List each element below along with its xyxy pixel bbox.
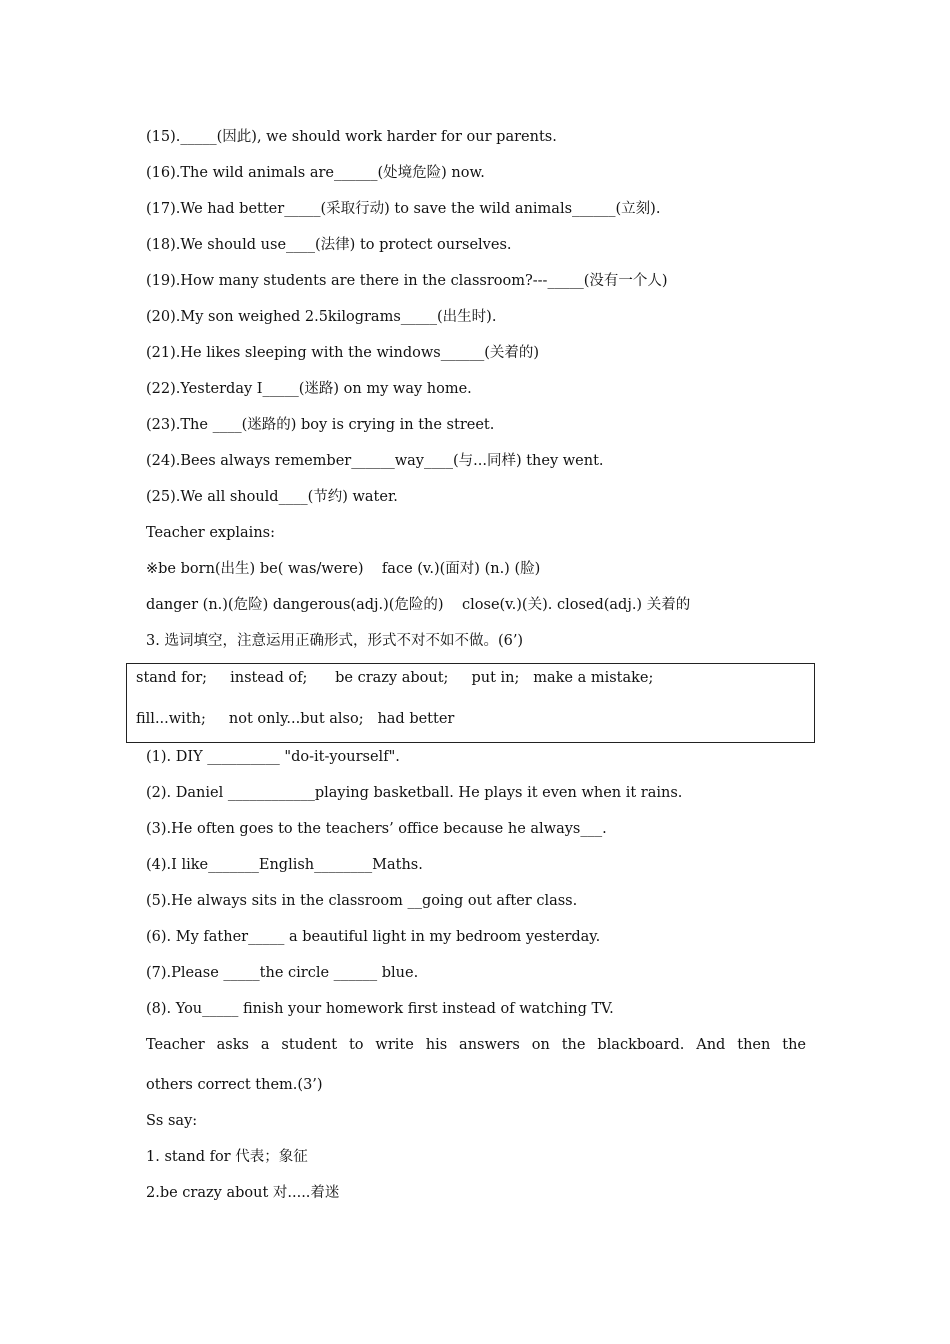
explanation-line-2: danger (n.)(危险) dangerous(adj.)(危险的) close(v.)(关). closed(adj.) 关着的: [146, 597, 691, 613]
exercise-line-21: (21).He likes sleeping with the windows______(关着的): [146, 345, 540, 361]
exercise-line-16: (16).The wild animals are______(处境危险) now.: [146, 165, 485, 181]
task-3-instruction: 3. 选词填空，注意运用正确形式，形式不对不如不做。(6’): [146, 633, 524, 649]
explanation-line-1: ※be born(出生) be( was/were) face (v.)(面对) (n.) (脸): [146, 561, 541, 577]
fill-line-6: (6). My father_____ a beautiful light in my bedroom yesterday.: [146, 929, 601, 945]
teacher-explains-heading: Teacher explains:: [146, 525, 275, 541]
fill-line-4: (4).I like_______English________Maths.: [146, 857, 423, 873]
answer-line-2: 2.be crazy about 对.....着迷: [146, 1185, 340, 1201]
exercise-line-18: (18).We should use____(法律) to protect ourselves.: [146, 237, 512, 253]
exercise-line-19: (19).How many students are there in the classroom?---_____(没有一个人): [146, 273, 668, 289]
fill-line-7: (7).Please _____the circle ______ blue.: [146, 965, 419, 981]
fill-line-8: (8). You_____ finish your homework first instead of watching TV.: [146, 1001, 614, 1017]
word-box-row-2: fill...with; not only...but also; had better: [136, 711, 455, 727]
answer-line-1: 1. stand for 代表；象征: [146, 1149, 308, 1165]
fill-line-3: (3).He often goes to the teachers’ office because he always___.: [146, 821, 607, 837]
fill-line-5: (5).He always sits in the classroom __going out after class.: [146, 893, 578, 909]
word-choice-box: [126, 663, 815, 743]
exercise-line-17: (17).We had better_____(采取行动) to save the wild animals______(立刻).: [146, 201, 661, 217]
fill-line-2: (2). Daniel ____________playing basketball. He plays it even when it rains.: [146, 785, 683, 801]
exercise-line-23: (23).The ____(迷路的) boy is crying in the street.: [146, 417, 495, 433]
ss-say-heading: Ss say:: [146, 1113, 198, 1129]
exercise-line-24: (24).Bees always remember______way____(与...同样) they went.: [146, 453, 604, 469]
exercise-line-25: (25).We all should____(节约) water.: [146, 489, 398, 505]
teacher-asks-line-1: Teacher asks a student to write his answers on the blackboard. And then the: [146, 1037, 806, 1053]
exercise-line-22: (22).Yesterday I_____(迷路) on my way home.: [146, 381, 472, 397]
fill-line-1: (1). DIY __________ "do-it-yourself".: [146, 749, 400, 765]
exercise-line-15: (15)._____(因此), we should work harder for our parents.: [146, 129, 557, 145]
teacher-asks-line-2: others correct them.(3’): [146, 1077, 323, 1093]
exercise-line-20: (20).My son weighed 2.5kilograms_____(出生时).: [146, 309, 497, 325]
word-box-row-1: stand for; instead of; be crazy about; put in; make a mistake;: [136, 670, 654, 686]
